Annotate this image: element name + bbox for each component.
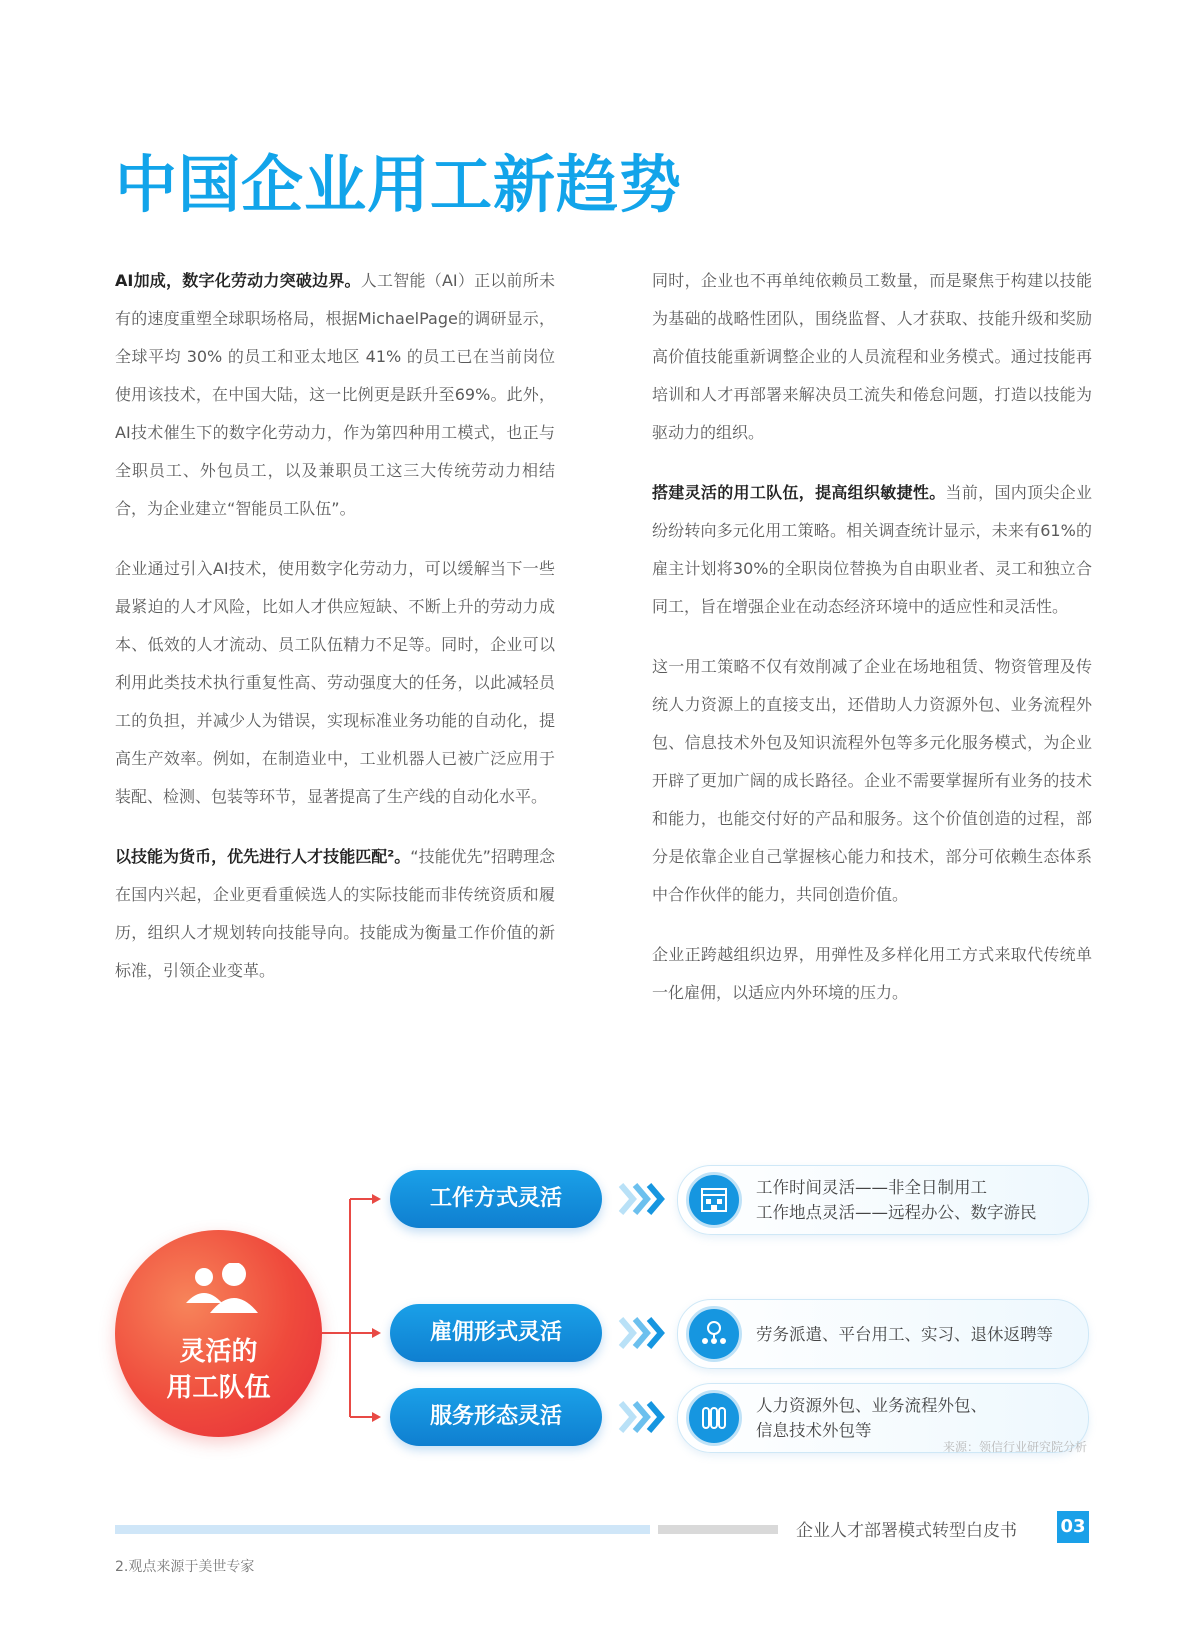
paragraph-body: 这一用工策略不仅有效削减了企业在场地租赁、物资管理及传统人力资源上的直接支出，还借助人力资源外包、业务流程外包、信息技术外包及知识流程外包等多元化服务模式，为企业开辟了更加广阔的成长路径。企业不需要掌握所有业务的技术和能力，也能交付好的产品和服务。这个价值创造的过程，部分是依靠企业自己掌握核心能力和技术，部分可依赖生态体系中合作伙伴的能力，共同创造价值。 xyxy=(652,657,1092,904)
footnote: 2.观点来源于美世专家 xyxy=(115,1559,255,1575)
network-people-icon xyxy=(686,1306,742,1362)
branch-pill: 工作方式灵活 xyxy=(390,1170,602,1228)
paragraph-lead: 以技能为货币，优先进行人才技能匹配²。 xyxy=(115,847,411,866)
left-column xyxy=(115,262,555,1012)
chevron-right-icon xyxy=(615,1313,665,1353)
branch-pill: 服务形态灵活 xyxy=(390,1388,602,1446)
paragraph xyxy=(115,838,555,990)
office-icon xyxy=(686,1172,742,1228)
paragraph xyxy=(115,262,555,528)
paragraph-body: 人工智能（AI）正以前所未有的速度重塑全球职场格局，根据MichaelPage的调研显示，全球平均 30% 的员工和亚太地区 41% 的员工已在当前岗位使用该技术，在中国大陆，这一比例更是跃升至69%。此外，AI技术催生下的数字化劳动力，作为第四种用工模式，也正与全职员工、外包员工，以及兼职员工这三大传统劳动力相结合，为企业建立“智能员工队伍”。 xyxy=(115,271,555,518)
branch-card-text xyxy=(756,1300,1076,1368)
paragraph-body: 同时，企业也不再单纯依赖员工数量，而是聚焦于构建以技能为基础的战略性团队，围绕监督、人才获取、技能升级和奖励高价值技能重新调整企业的人员流程和业务模式。通过技能再培训和人才再部署来解决员工流失和倦怠问题，打造以技能为驱动力的组织。 xyxy=(652,271,1092,442)
center-label xyxy=(115,1334,322,1406)
paragraph xyxy=(652,936,1092,1012)
card-line: 工作地点灵活——远程办公、数字游民 xyxy=(756,1203,1037,1222)
center-label-line: 用工队伍 xyxy=(166,1373,271,1403)
paragraph-lead: AI加成，数字化劳动力突破边界。 xyxy=(115,271,361,290)
paragraph xyxy=(115,550,555,816)
paragraph-body: 企业通过引入AI技术，使用数字化劳动力，可以缓解当下一些最紧迫的人才风险，比如人才供应短缺、不断上升的劳动力成本、低效的人才流动、员工队伍精力不足等。同时，企业可以利用此类技术执行重复性高、劳动强度大的任务，以此减轻员工的负担，并减少人为错误，实现标准业务功能的自动化，提高生产效率。例如，在制造业中，工业机器人已被广泛应用于装配、检测、包装等环节，显著提高了生产线的自动化水平。 xyxy=(115,559,555,806)
branch-card-text xyxy=(756,1166,1076,1234)
chevron-right-icon xyxy=(615,1179,665,1219)
flexible-workforce-diagram xyxy=(0,1150,1200,1450)
page-title: 中国企业用工新趋势 xyxy=(115,148,683,221)
footer-title: 企业人才部署模式转型白皮书 xyxy=(796,1521,1017,1541)
footer-bar xyxy=(115,1525,650,1534)
source-note: 来源：领信行业研究院分析 xyxy=(942,1440,1087,1454)
paragraph-body: 企业正跨越组织边界，用弹性及多样化用工方式来取代传统单一化雇佣，以适应内外环境的压力。 xyxy=(652,945,1092,1002)
paragraph-body: 当前，国内顶尖企业纷纷转向多元化用工策略。相关调查统计显示，未来有61%的雇主计划将30%的全职岗位替换为自由职业者、灵工和独立合同工，旨在增强企业在动态经济环境中的适应性和灵活性。 xyxy=(652,483,1092,616)
card-line: 工作时间灵活——非全日制用工 xyxy=(756,1178,987,1197)
paragraph-lead: 搭建灵活的用工队伍，提高组织敏捷性。 xyxy=(652,483,946,502)
center-label-line: 灵活的 xyxy=(179,1337,258,1367)
paragraph xyxy=(652,648,1092,914)
paragraph-body: “技能优先”招聘理念在国内兴起，企业更看重候选人的实际技能而非传统资质和履历，组织人才规划转向技能导向。技能成为衡量工作价值的新标准，引领企业变革。 xyxy=(115,847,555,980)
paragraph xyxy=(652,262,1092,452)
chevron-right-icon xyxy=(615,1397,665,1437)
center-circle xyxy=(115,1230,322,1437)
card-line: 劳务派遣、平台用工、实习、退休返聘等 xyxy=(756,1324,1053,1344)
page-number: 03 xyxy=(1057,1511,1089,1543)
branch-card xyxy=(677,1165,1089,1235)
people-icon xyxy=(182,1263,262,1315)
right-column xyxy=(652,262,1092,1034)
card-line: 信息技术外包等 xyxy=(756,1421,872,1440)
branch-pill: 雇佣形式灵活 xyxy=(390,1304,602,1362)
footer-bar xyxy=(658,1525,778,1534)
columns-icon xyxy=(686,1390,742,1446)
paragraph xyxy=(652,474,1092,626)
branch-card xyxy=(677,1299,1089,1369)
card-line: 人力资源外包、业务流程外包、 xyxy=(756,1396,987,1415)
